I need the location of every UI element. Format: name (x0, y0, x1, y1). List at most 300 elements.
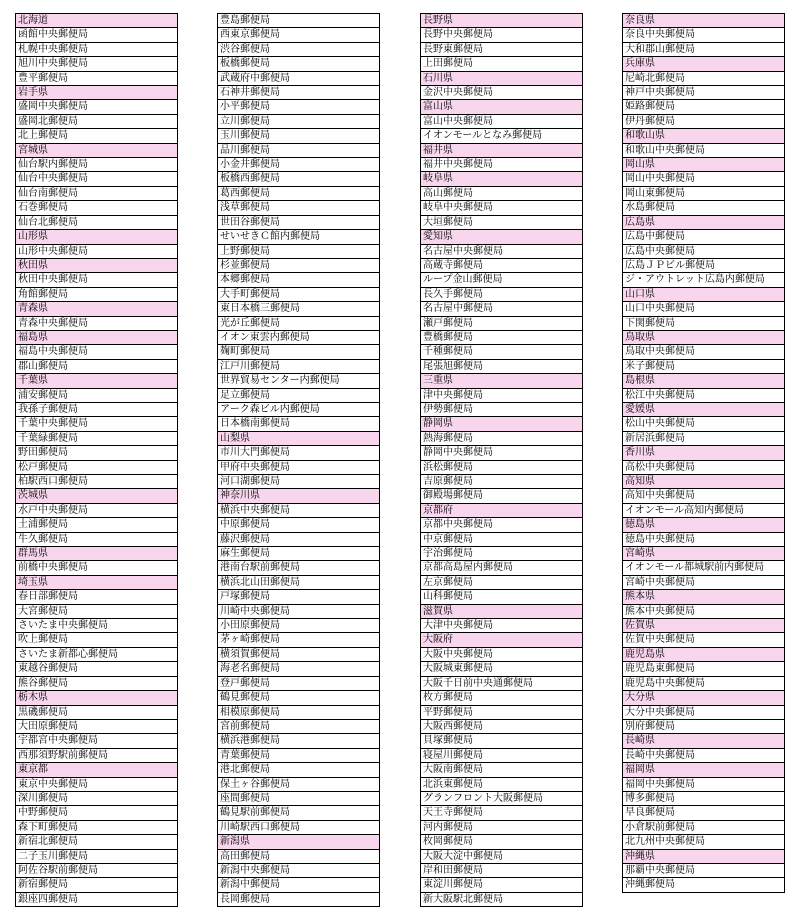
post-office-name: 宇都宮中央郵便局 (16, 734, 178, 748)
post-office-name: 金沢中央郵便局 (421, 86, 583, 100)
post-office-name: 仙台中央郵便局 (16, 172, 178, 186)
table-row (623, 417, 785, 431)
post-office-name: 伊丹郵便局 (623, 114, 785, 128)
post-office-name: 静岡中央郵便局 (421, 446, 583, 460)
prefecture-name: 岡山県 (623, 158, 785, 172)
table-row (16, 273, 178, 287)
table-row (218, 676, 380, 690)
post-office-name: 本郷郵便局 (218, 273, 380, 287)
table-row (421, 201, 583, 215)
post-office-name: 港北郵便局 (218, 763, 380, 777)
table-row (16, 100, 178, 114)
post-office-name: 豊橋郵便局 (421, 330, 583, 344)
table-row (421, 359, 583, 373)
prefecture-header-row (623, 547, 785, 561)
table-row (218, 791, 380, 805)
table-row (623, 143, 785, 157)
post-office-name: 鶴見郵便局 (218, 691, 380, 705)
post-office-name: 二子玉川郵便局 (16, 849, 178, 863)
post-office-name: 戸塚郵便局 (218, 590, 380, 604)
table-row (16, 532, 178, 546)
table-row (16, 820, 178, 834)
table-row (623, 460, 785, 474)
table-row (421, 114, 583, 128)
post-office-name: 野田郵便局 (16, 446, 178, 460)
post-office-name: 瀬戸郵便局 (421, 316, 583, 330)
post-office-name: せいせきＣ館内郵便局 (218, 230, 380, 244)
post-office-name: 鹿児島中央郵便局 (623, 676, 785, 690)
table-row (421, 806, 583, 820)
post-office-name: 茅ヶ崎郵便局 (218, 633, 380, 647)
post-office-name: 足立郵便局 (218, 388, 380, 402)
prefecture-name: 山梨県 (218, 431, 380, 445)
post-office-name: 郡山郵便局 (16, 359, 178, 373)
table-row (218, 302, 380, 316)
post-office-name: 伊勢郵便局 (421, 402, 583, 416)
table-row (421, 475, 583, 489)
prefecture-name: 熊本県 (623, 590, 785, 604)
table-row (16, 431, 178, 445)
table-row (16, 201, 178, 215)
table-row (218, 201, 380, 215)
table-row (623, 388, 785, 402)
prefecture-name: 奈良県 (623, 14, 785, 28)
table-row (623, 258, 785, 272)
post-office-name: 大田原郵便局 (16, 719, 178, 733)
post-office-name: 水島郵便局 (623, 201, 785, 215)
table-row (623, 86, 785, 100)
post-office-name: 光が丘郵便局 (218, 316, 380, 330)
table-row (16, 604, 178, 618)
post-office-name: 中原郵便局 (218, 518, 380, 532)
table-row (623, 503, 785, 517)
post-office-name: 高知中央郵便局 (623, 489, 785, 503)
post-office-name: 岡山中央郵便局 (623, 172, 785, 186)
post-office-name: 和歌山中央郵便局 (623, 143, 785, 157)
post-office-name: 熱海郵便局 (421, 431, 583, 445)
post-office-name: 小倉駅前郵便局 (623, 820, 785, 834)
post-office-table-column-4 (622, 13, 785, 893)
table-row (218, 460, 380, 474)
prefecture-name: 佐賀県 (623, 619, 785, 633)
prefecture-header-row (623, 330, 785, 344)
post-office-name: 青葉郵便局 (218, 748, 380, 762)
prefecture-header-row (421, 374, 583, 388)
post-office-name: 名古屋中央郵便局 (421, 244, 583, 258)
post-office-name: 西東京郵便局 (218, 28, 380, 42)
post-office-name: 相模原郵便局 (218, 705, 380, 719)
table-row (623, 230, 785, 244)
table-row (16, 316, 178, 330)
prefecture-header-row (623, 691, 785, 705)
post-office-table-column-3 (420, 13, 583, 907)
post-office-name: 北九州中央郵便局 (623, 835, 785, 849)
post-office-name: 高田郵便局 (218, 849, 380, 863)
prefecture-header-row (623, 590, 785, 604)
post-office-name: 牛久郵便局 (16, 532, 178, 546)
post-office-name: 御殿場郵便局 (421, 489, 583, 503)
table-row (421, 691, 583, 705)
table-row (16, 129, 178, 143)
post-office-name: 仙台駅内郵便局 (16, 158, 178, 172)
post-office-name: 新宿郵便局 (16, 878, 178, 892)
table-row (421, 662, 583, 676)
prefecture-header-row (421, 417, 583, 431)
table-row (623, 359, 785, 373)
table-row (16, 633, 178, 647)
post-office-name: 川崎駅西口郵便局 (218, 820, 380, 834)
post-office-name: 山口中央郵便局 (623, 302, 785, 316)
table-row (16, 748, 178, 762)
table-row (421, 402, 583, 416)
prefecture-name: 宮崎県 (623, 547, 785, 561)
table-row (623, 676, 785, 690)
post-office-name: 徳島中央郵便局 (623, 532, 785, 546)
table-row (421, 460, 583, 474)
prefecture-header-row (623, 849, 785, 863)
post-office-name: 広島ＪＰビル郵便局 (623, 258, 785, 272)
post-office-name: 宮前郵便局 (218, 719, 380, 733)
prefecture-name: 三重県 (421, 374, 583, 388)
post-office-name: 豊島郵便局 (218, 14, 380, 28)
table-row (623, 114, 785, 128)
table-row (623, 777, 785, 791)
table-row (421, 518, 583, 532)
prefecture-name: 香川県 (623, 446, 785, 460)
table-row (218, 129, 380, 143)
table-row (623, 345, 785, 359)
post-office-name: 武蔵府中郵便局 (218, 71, 380, 85)
table-row (421, 244, 583, 258)
prefecture-header-row (16, 763, 178, 777)
post-office-name: 東越谷郵便局 (16, 662, 178, 676)
table-row (421, 676, 583, 690)
prefecture-name: 石川県 (421, 71, 583, 85)
post-office-name: 品川郵便局 (218, 143, 380, 157)
table-row (218, 705, 380, 719)
table-row (421, 489, 583, 503)
post-office-name: 大分中央郵便局 (623, 705, 785, 719)
table-row (16, 892, 178, 906)
prefecture-header-row (623, 158, 785, 172)
table-row (623, 835, 785, 849)
post-office-name: 広島中郵便局 (623, 230, 785, 244)
prefecture-name: 長野県 (421, 14, 583, 28)
table-row (16, 590, 178, 604)
post-office-name: 前橋中央郵便局 (16, 561, 178, 575)
prefecture-name: 福島県 (16, 330, 178, 344)
prefecture-name: 新潟県 (218, 835, 380, 849)
table-row (218, 734, 380, 748)
table-row (623, 806, 785, 820)
post-office-name: 麻生郵便局 (218, 547, 380, 561)
table-row (623, 186, 785, 200)
prefecture-header-row (623, 287, 785, 301)
post-office-name: 長野東郵便局 (421, 42, 583, 56)
post-office-name: 新大阪駅北郵便局 (421, 892, 583, 906)
table-row (421, 316, 583, 330)
table-row (16, 71, 178, 85)
table-row (218, 878, 380, 892)
post-office-name: 神戸中央郵便局 (623, 86, 785, 100)
post-office-name: さいたま中央郵便局 (16, 619, 178, 633)
table-row (623, 71, 785, 85)
post-office-name: 市川大門郵便局 (218, 446, 380, 460)
table-row (218, 604, 380, 618)
table-row (421, 57, 583, 71)
table-row (623, 604, 785, 618)
table-row (16, 402, 178, 416)
table-row (421, 590, 583, 604)
post-office-name: 横浜港郵便局 (218, 734, 380, 748)
post-office-name: 青森中央郵便局 (16, 316, 178, 330)
table-row (623, 532, 785, 546)
table-row (218, 417, 380, 431)
post-office-name: 鹿児島東郵便局 (623, 662, 785, 676)
prefecture-name: 群馬県 (16, 547, 178, 561)
prefecture-name: 沖縄県 (623, 849, 785, 863)
table-row (421, 330, 583, 344)
table-row (623, 244, 785, 258)
prefecture-name: 兵庫県 (623, 57, 785, 71)
table-row (218, 258, 380, 272)
table-row (218, 575, 380, 589)
post-office-name: 東日本橋三郵便局 (218, 302, 380, 316)
prefecture-name: 東京都 (16, 763, 178, 777)
table-row (623, 28, 785, 42)
table-row (218, 777, 380, 791)
table-row (218, 446, 380, 460)
table-row (16, 446, 178, 460)
prefecture-header-row (623, 129, 785, 143)
prefecture-header-row (623, 446, 785, 460)
table-row (218, 172, 380, 186)
post-office-name: 横須賀郵便局 (218, 647, 380, 661)
table-row (421, 42, 583, 56)
prefecture-header-row (421, 604, 583, 618)
prefecture-name: 長崎県 (623, 734, 785, 748)
table-row (421, 705, 583, 719)
table-row (218, 806, 380, 820)
post-office-name: 尾張旭郵便局 (421, 359, 583, 373)
table-row (623, 863, 785, 877)
prefecture-name: 和歌山県 (623, 129, 785, 143)
table-row (218, 532, 380, 546)
table-row (16, 287, 178, 301)
table-row (421, 28, 583, 42)
table-row (218, 374, 380, 388)
prefecture-name: 愛知県 (421, 230, 583, 244)
post-office-name: イオンモールとなみ郵便局 (421, 129, 583, 143)
table-row (218, 230, 380, 244)
table-row (218, 590, 380, 604)
post-office-name: 横浜中央郵便局 (218, 503, 380, 517)
post-office-name: 登戸郵便局 (218, 676, 380, 690)
post-office-name: 新潟中央郵便局 (218, 863, 380, 877)
prefecture-header-row (16, 330, 178, 344)
post-office-name: 玉川郵便局 (218, 129, 380, 143)
table-row (16, 719, 178, 733)
post-office-name: 千葉緑郵便局 (16, 431, 178, 445)
table-row (218, 345, 380, 359)
post-office-name: 板橋郵便局 (218, 57, 380, 71)
table-row (623, 575, 785, 589)
prefecture-header-row (623, 374, 785, 388)
prefecture-header-row (623, 57, 785, 71)
prefecture-header-row (421, 143, 583, 157)
post-office-name: 杉並郵便局 (218, 258, 380, 272)
post-office-name: グランフロント大阪郵便局 (421, 791, 583, 805)
table-row (421, 388, 583, 402)
post-office-name: 米子郵便局 (623, 359, 785, 373)
post-office-name: 松江中央郵便局 (623, 388, 785, 402)
post-office-name: 岸和田郵便局 (421, 863, 583, 877)
post-office-name: 海老名郵便局 (218, 662, 380, 676)
post-office-name: 大阪南郵便局 (421, 763, 583, 777)
table-row (218, 647, 380, 661)
post-office-name: 東淀川郵便局 (421, 878, 583, 892)
post-office-name: 福井中央郵便局 (421, 158, 583, 172)
post-office-name: 森下町郵便局 (16, 820, 178, 834)
prefecture-name: 京都府 (421, 503, 583, 517)
post-office-name: 柏駅西口郵便局 (16, 475, 178, 489)
post-office-name: 宮崎中央郵便局 (623, 575, 785, 589)
post-office-name: 土浦郵便局 (16, 518, 178, 532)
table-row (218, 57, 380, 71)
prefecture-name: 北海道 (16, 14, 178, 28)
table-row (16, 28, 178, 42)
post-office-name: 富山中央郵便局 (421, 114, 583, 128)
prefecture-name: 岩手県 (16, 86, 178, 100)
post-office-name: 千種郵便局 (421, 345, 583, 359)
post-office-name: 新居浜郵便局 (623, 431, 785, 445)
table-row (218, 633, 380, 647)
prefecture-header-row (421, 230, 583, 244)
table-row (421, 791, 583, 805)
table-row (421, 892, 583, 906)
prefecture-name: 千葉県 (16, 374, 178, 388)
post-office-name: イオン東雲内郵便局 (218, 330, 380, 344)
table-row (16, 359, 178, 373)
table-row (16, 662, 178, 676)
post-office-name: 枚方郵便局 (421, 691, 583, 705)
post-office-name: 熊本中央郵便局 (623, 604, 785, 618)
table-row (16, 417, 178, 431)
post-office-name: 山形中央郵便局 (16, 244, 178, 258)
table-row (421, 532, 583, 546)
post-office-name: 盛岡中央郵便局 (16, 100, 178, 114)
post-office-name: 岡山東郵便局 (623, 186, 785, 200)
table-row (218, 763, 380, 777)
prefecture-name: 大阪府 (421, 633, 583, 647)
table-row (421, 561, 583, 575)
post-office-name: 佐賀中央郵便局 (623, 633, 785, 647)
prefecture-header-row (623, 734, 785, 748)
post-office-name: 横浜北山田郵便局 (218, 575, 380, 589)
prefecture-name: 宮城県 (16, 143, 178, 157)
table-row (16, 518, 178, 532)
table-row (623, 431, 785, 445)
table-row (218, 402, 380, 416)
table-row (421, 186, 583, 200)
prefecture-header-row (16, 258, 178, 272)
post-office-name: 大垣郵便局 (421, 215, 583, 229)
table-row (16, 114, 178, 128)
prefecture-header-row (623, 619, 785, 633)
post-office-name: 北浜東郵便局 (421, 777, 583, 791)
table-row (218, 316, 380, 330)
table-row (421, 273, 583, 287)
prefecture-header-row (623, 647, 785, 661)
table-row (218, 561, 380, 575)
table-row (218, 114, 380, 128)
post-office-name: 日本橋南郵便局 (218, 417, 380, 431)
post-office-name: 石巻郵便局 (16, 201, 178, 215)
table-row (218, 691, 380, 705)
post-office-table-column-1 (15, 13, 178, 907)
prefecture-header-row (16, 143, 178, 157)
post-office-name: 岐阜中央郵便局 (421, 201, 583, 215)
post-office-name: 平野郵便局 (421, 705, 583, 719)
post-office-name: 沖縄郵便局 (623, 878, 785, 892)
post-office-name: 浅草郵便局 (218, 201, 380, 215)
prefecture-header-row (16, 374, 178, 388)
post-office-name: 千葉中央郵便局 (16, 417, 178, 431)
table-row (218, 518, 380, 532)
post-office-name: 名古屋中郵便局 (421, 302, 583, 316)
post-office-name: 仙台北郵便局 (16, 215, 178, 229)
prefecture-name: 山口県 (623, 287, 785, 301)
prefecture-name: 神奈川県 (218, 489, 380, 503)
prefecture-header-row (16, 691, 178, 705)
post-office-name: 大阪城東郵便局 (421, 662, 583, 676)
table-row (421, 763, 583, 777)
post-office-name: 仙台南郵便局 (16, 186, 178, 200)
post-office-name: 新宿北郵便局 (16, 835, 178, 849)
table-row (218, 186, 380, 200)
post-office-name: 麹町郵便局 (218, 345, 380, 359)
table-row (16, 777, 178, 791)
table-row (421, 158, 583, 172)
post-office-name: 世界貿易センター内郵便局 (218, 374, 380, 388)
post-office-name: 北上郵便局 (16, 129, 178, 143)
table-row (16, 475, 178, 489)
prefecture-header-row (16, 86, 178, 100)
table-row (218, 287, 380, 301)
table-row (218, 143, 380, 157)
prefecture-header-row (623, 215, 785, 229)
post-office-name: ループ金山郵便局 (421, 273, 583, 287)
table-row (218, 359, 380, 373)
prefecture-name: 秋田県 (16, 258, 178, 272)
table-row (218, 475, 380, 489)
table-row (16, 244, 178, 258)
table-row (421, 849, 583, 863)
table-row (16, 806, 178, 820)
table-row (421, 863, 583, 877)
table-row (623, 302, 785, 316)
prefecture-header-row (421, 71, 583, 85)
post-office-name: 津中央郵便局 (421, 388, 583, 402)
table-row (421, 446, 583, 460)
table-row (218, 42, 380, 56)
post-office-name: アーク森ビル内郵便局 (218, 402, 380, 416)
post-office-name: 中野郵便局 (16, 806, 178, 820)
table-row (421, 258, 583, 272)
post-office-name: 藤沢郵便局 (218, 532, 380, 546)
prefecture-name: 徳島県 (623, 518, 785, 532)
table-row (218, 215, 380, 229)
